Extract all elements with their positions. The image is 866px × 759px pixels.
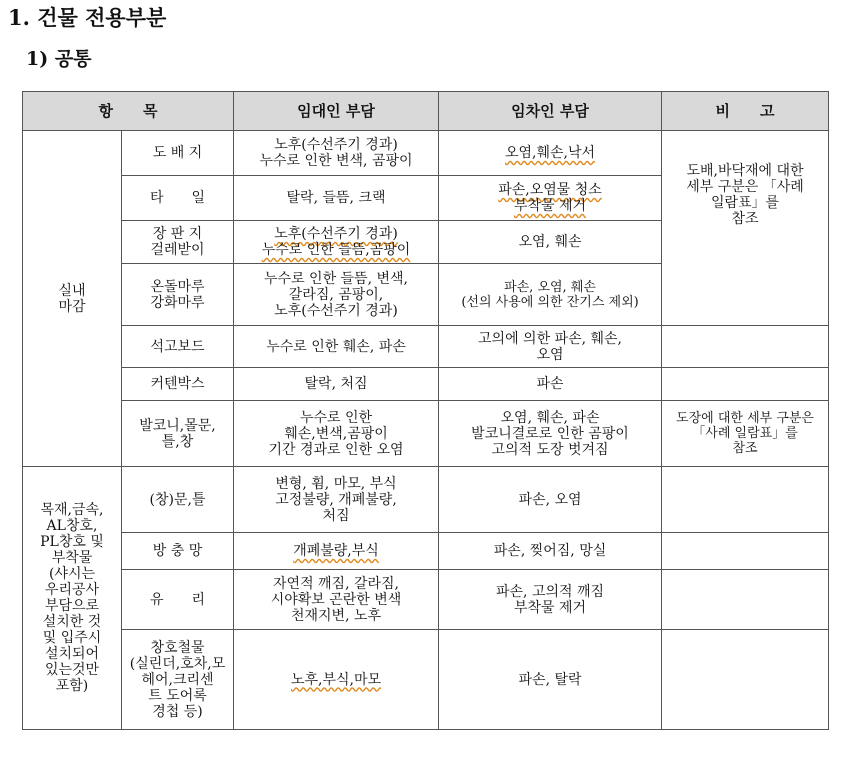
table-row [23, 533, 829, 570]
cell-line: 발코니,몰문, [139, 417, 216, 434]
row-item [122, 533, 234, 570]
cell-line: 노후,부식,마모 [290, 671, 382, 688]
cell-line: 누수로 인한 변색, 곰팡이 [259, 153, 413, 169]
cell-line: 변형, 휨, 마모, 부식 [275, 475, 397, 492]
row-item [122, 264, 234, 326]
cell-line: 기간 경과로 인한 오염 [268, 441, 404, 458]
remarks-empty [662, 467, 829, 533]
remarks-empty [662, 326, 829, 368]
cell-line: 도 배 지 [152, 145, 203, 161]
cell-line: 장 판 지 [152, 226, 203, 242]
row-tenant [439, 401, 662, 467]
header-item: 항 목 [23, 92, 234, 131]
remarks-empty [662, 570, 829, 630]
cell-line: 갈라짐, 곰팡이, [288, 286, 384, 303]
table-row [23, 131, 829, 176]
cell-line: 커텐박스 [150, 376, 205, 392]
header-tenant: 임차인 부담 [439, 92, 662, 131]
cell-line: 부착물 제거 [513, 599, 587, 616]
row-landlord [234, 630, 439, 730]
row-tenant [439, 264, 662, 326]
table-row [23, 326, 829, 368]
cell-line: 부착물 제거 [513, 198, 587, 214]
cell-line: 파손,오염물 청소 [498, 182, 602, 198]
row-tenant [439, 221, 662, 264]
cell-line: 누수로 인한 [299, 409, 373, 426]
row-landlord [234, 467, 439, 533]
cell-line: 탈락, 처짐 [304, 376, 368, 392]
responsibility-table [22, 91, 829, 730]
cell-line: 파손, 탈락 [518, 671, 582, 688]
row-tenant [439, 630, 662, 730]
remarks-empty [662, 533, 829, 570]
row-item [122, 467, 234, 533]
cell-line: (실린더,호차,모 [129, 655, 226, 672]
cell-line: 탈락, 들뜸, 크랙 [286, 190, 386, 206]
row-item [122, 368, 234, 401]
cell-line: 온돌마루 [150, 278, 205, 295]
row-tenant [439, 368, 662, 401]
row-tenant [439, 533, 662, 570]
cell-line: 오염,훼손,낙서 [504, 145, 596, 161]
section-title: 1. 건물 전용부분 [8, 5, 167, 30]
row-item [122, 630, 234, 730]
table-row [23, 630, 829, 730]
cell-line: 누수로 인한 들뜸,곰팡이 [261, 242, 411, 258]
cell-line: 천재지변, 노후 [290, 607, 382, 624]
remarks-empty [662, 368, 829, 401]
cell-line: 개폐불량,부식 [293, 543, 379, 559]
cell-line: 유 리 [149, 591, 206, 608]
table-header-row [23, 92, 829, 131]
cell-line: 강화마루 [150, 294, 205, 311]
row-landlord [234, 368, 439, 401]
subsection-title: 1) 공통 [26, 48, 92, 70]
row-tenant [439, 570, 662, 630]
cell-line: 타 일 [149, 190, 206, 206]
cell-line: (선의 사용에 의한 잔기스 제외) [461, 294, 639, 310]
cell-line: 누수로 인한 훼손, 파손 [266, 338, 406, 355]
row-landlord [234, 570, 439, 630]
cell-line: 노후(수선주기 경과) [274, 226, 398, 242]
row-landlord [234, 401, 439, 467]
cell-line: 처짐 [322, 507, 350, 524]
cell-line: 오염 [536, 346, 564, 363]
row-landlord [234, 176, 439, 221]
cell-line: 방 충 망 [152, 543, 203, 559]
cell-line: 헤어,크리센 [141, 671, 214, 688]
cell-line: 파손 [536, 376, 564, 392]
row-item [122, 176, 234, 221]
cell-line: 고정불량, 개폐불량, [275, 491, 397, 508]
cell-line: 파손, 찢어짐, 망실 [493, 543, 607, 559]
row-landlord [234, 131, 439, 176]
row-tenant [439, 326, 662, 368]
row-landlord [234, 326, 439, 368]
row-tenant [439, 131, 662, 176]
table-row [23, 467, 829, 533]
cell-line: 노후(수선주기 경과) [274, 137, 398, 153]
table-row [23, 401, 829, 467]
cell-line: 시야확보 곤란한 변색 [270, 591, 402, 608]
cell-line: 자연적 깨짐, 갈라짐, [273, 575, 400, 592]
cell-line: 노후(수선주기 경과) [274, 302, 398, 319]
cell-line: 오염, 훼손, 파손 [500, 409, 600, 426]
row-landlord [234, 264, 439, 326]
cell-line: 파손, 오염, 훼손 [504, 279, 596, 295]
table-row [23, 570, 829, 630]
cell-line: 걸레받이 [150, 242, 205, 258]
cell-line: 오염, 훼손 [518, 234, 582, 250]
cell-line: 발코니결로로 인한 곰팡이 [471, 425, 629, 442]
row-item [122, 570, 234, 630]
cell-line: 훼손,변색,곰팡이 [284, 425, 388, 442]
table-row [23, 368, 829, 401]
group-label-interior: 실내 마감 [23, 131, 122, 467]
cell-line: 트 도어록 [148, 687, 207, 704]
header-landlord: 임대인 부담 [234, 92, 439, 131]
remarks-balcony: 도장에 대한 세부 구분은 「사례 일람표」를 참조 [662, 401, 829, 467]
group-label-windows: 목재,금속, AL창호, PL창호 및 부착물 (샤시는 우리공사 부담으로 설치한 것 및 입주시 설치되어 있는것만 포함) [23, 467, 122, 730]
remarks-empty [662, 630, 829, 730]
row-landlord [234, 533, 439, 570]
row-item [122, 326, 234, 368]
cell-line: 경첩 등) [152, 703, 203, 720]
cell-line: 파손, 오염 [518, 491, 582, 508]
cell-line: 틀,창 [161, 433, 194, 450]
cell-line: 누수로 인한 들뜸, 변색, [264, 270, 408, 287]
cell-line: (창)문,틀 [149, 491, 206, 508]
row-tenant [439, 176, 662, 221]
cell-line: 고의에 의한 파손, 훼손, [478, 330, 622, 347]
row-item [122, 131, 234, 176]
row-tenant [439, 467, 662, 533]
header-remarks: 비 고 [662, 92, 829, 131]
cell-line: 석고보드 [150, 338, 205, 355]
row-item [122, 401, 234, 467]
cell-line: 고의적 도장 벗겨짐 [491, 441, 609, 458]
cell-line: 창호철물 [150, 639, 205, 656]
row-item [122, 221, 234, 264]
remarks-flooring: 도배,바닥재에 대한 세부 구분은 「사례 일람표」를 참조 [662, 131, 829, 326]
row-landlord [234, 221, 439, 264]
cell-line: 파손, 고의적 깨짐 [496, 583, 605, 600]
